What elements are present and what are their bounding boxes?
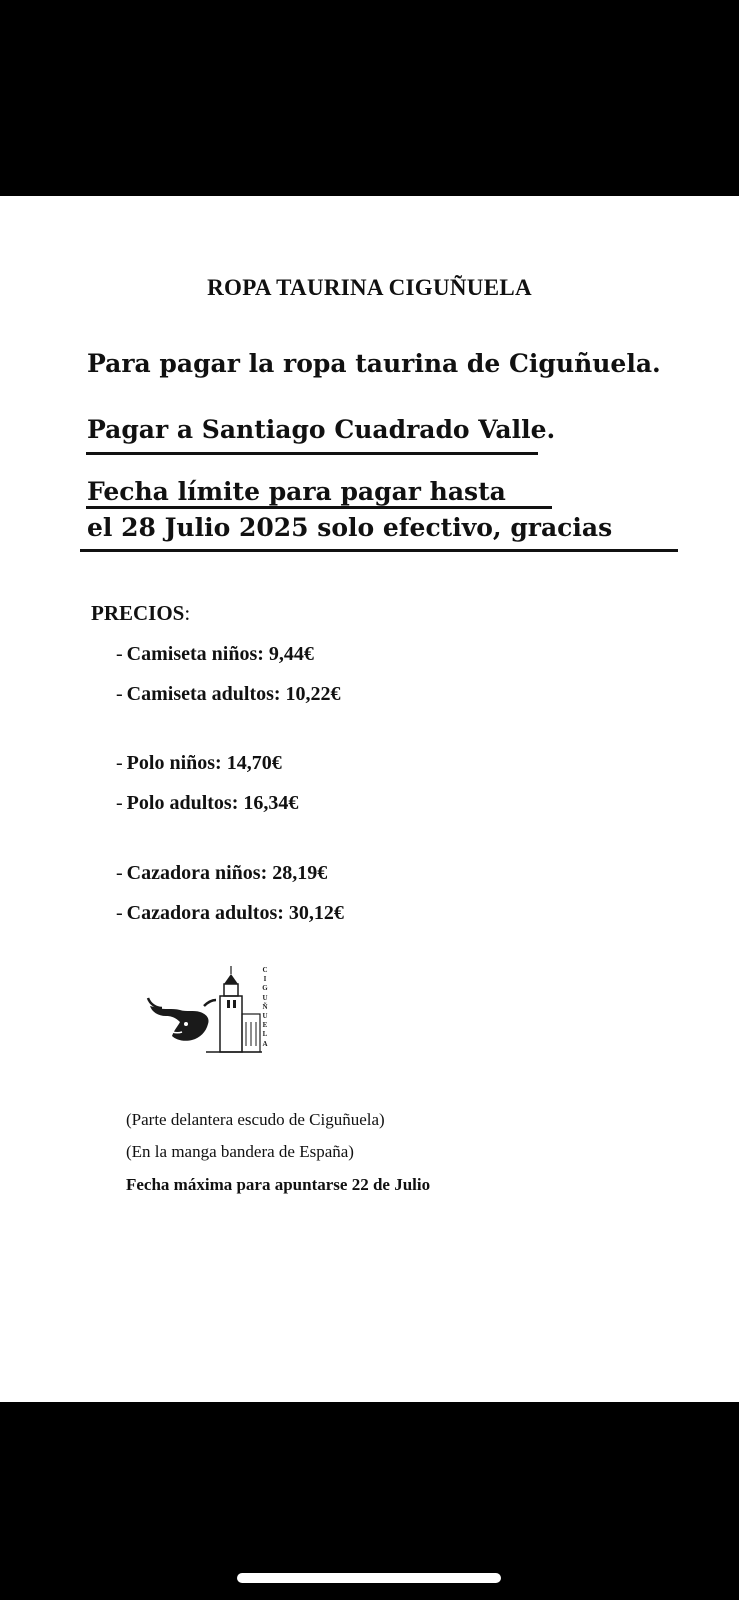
prices-heading xyxy=(91,601,190,626)
top-black-bar xyxy=(0,0,739,196)
document-title: ROPA TAURINA CIGUÑUELA xyxy=(207,275,532,300)
bullet-dash: - xyxy=(116,752,123,774)
intro-line: Para pagar la ropa taurina de Ciguñuela. xyxy=(87,349,661,378)
bullet-dash: - xyxy=(116,902,123,924)
price-item-label: Polo adultos: 16,34€ xyxy=(126,792,299,814)
underline-deadline-2 xyxy=(80,549,678,552)
logo-letter: C xyxy=(262,966,268,974)
prices-heading-colon: : xyxy=(184,601,191,625)
church-tower-shape xyxy=(220,996,242,1052)
logo-vertical-text xyxy=(258,966,272,1049)
price-item-label: Polo niños: 14,70€ xyxy=(126,752,282,774)
logo-letter: A xyxy=(262,1039,268,1048)
logo-letter: G xyxy=(262,984,268,993)
pay-to-line: Pagar a Santiago Cuadrado Valle. xyxy=(87,415,556,444)
deadline-line-1: Fecha límite para pagar hasta xyxy=(87,477,506,506)
deadline-line-2: el 28 Julio 2025 solo efectivo, gracias xyxy=(87,513,613,542)
logo-letter: Ñ xyxy=(262,1002,268,1011)
home-indicator[interactable] xyxy=(237,1573,501,1583)
bullet-dash: - xyxy=(116,643,123,665)
price-item xyxy=(116,902,344,925)
price-item-label: Cazadora niños: 28,19€ xyxy=(126,862,328,884)
prices-heading-text: PRECIOS xyxy=(91,601,185,625)
price-item xyxy=(116,752,282,775)
underline-pay-to xyxy=(86,452,538,455)
logo-letter: U xyxy=(262,1012,268,1021)
bullet-dash: - xyxy=(116,683,123,705)
logo-letter: L xyxy=(262,1030,268,1039)
note-signup-deadline: Fecha máxima para apuntarse 22 de Julio xyxy=(126,1175,431,1194)
price-item-label: Cazadora adultos: 30,12€ xyxy=(126,902,344,924)
note-sleeve-flag: (En la manga bandera de España) xyxy=(126,1142,354,1161)
price-item-label: Camiseta adultos: 10,22€ xyxy=(126,683,341,705)
note-front-crest: (Parte delantera escudo de Ciguñuela) xyxy=(126,1110,385,1129)
bottom-black-bar xyxy=(0,1402,739,1600)
logo-letter: U xyxy=(262,993,268,1002)
bullet-dash: - xyxy=(116,862,123,884)
bull-head-shape xyxy=(150,1006,209,1041)
price-item xyxy=(116,862,327,885)
price-item xyxy=(116,683,341,706)
price-item-label: Camiseta niños: 9,44€ xyxy=(126,643,314,665)
price-item xyxy=(116,643,314,666)
price-item xyxy=(116,792,298,815)
bullet-dash: - xyxy=(116,792,123,814)
logo-letter: E xyxy=(262,1021,268,1030)
logo-letter: I xyxy=(263,975,267,984)
document-page xyxy=(0,196,739,1402)
underline-deadline-1 xyxy=(86,506,552,509)
